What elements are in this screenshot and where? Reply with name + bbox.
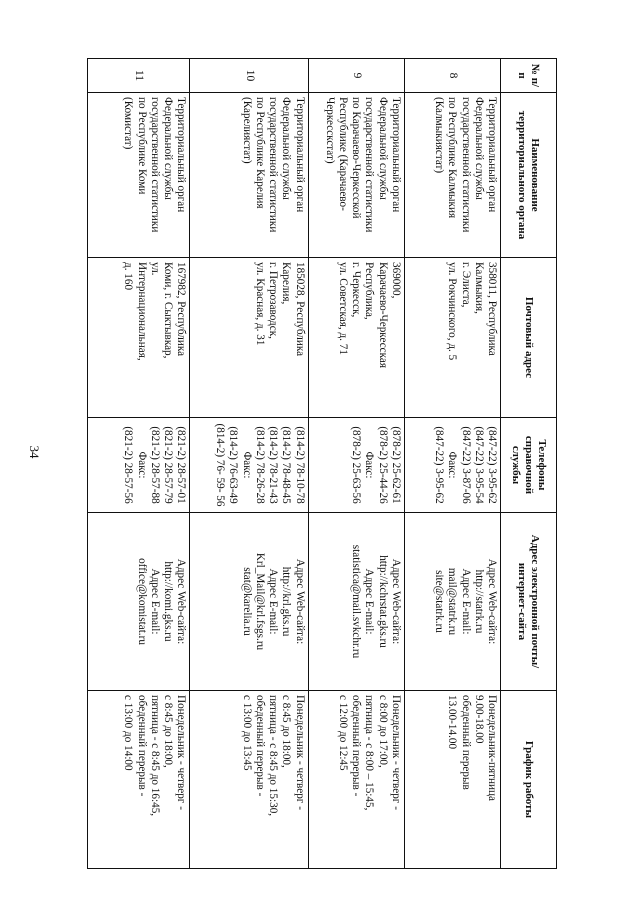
cell-address-line: д. 160: [122, 262, 135, 291]
cell-phones-line: (821-2) 28-57-56: [122, 426, 135, 504]
cell-address-line: г. Петрозаводск,: [267, 262, 280, 339]
header-web: Адрес электронной почты/ интернет-сайта: [501, 513, 557, 691]
cell-phones: [404, 418, 500, 513]
cell-phones: [190, 418, 308, 513]
cell-address-line: Коми, г. Сыктывкар,: [162, 262, 175, 359]
cell-org-line: государственной статистики: [267, 97, 280, 233]
cell-schedule-line: Понедельник - четверг -: [175, 695, 188, 810]
cell-schedule-line: Понедельник - четверг -: [293, 695, 306, 810]
cell-address-line: г. Элиста,: [459, 262, 472, 308]
cell-phones: [88, 418, 190, 513]
cell-org-line: (Комистат): [122, 97, 135, 150]
cell-schedule-line: обеденный перерыв: [459, 695, 472, 790]
cell-address-line: 369000,: [389, 262, 402, 299]
cell-web-line: office@komistat.ru: [135, 558, 148, 645]
cell-org-line: Черкесскстат): [323, 97, 336, 164]
cell-address-line: г. Черкесск,: [350, 262, 363, 318]
cell-phones-line: (814-2) 78-21-43: [267, 426, 280, 504]
cell-num: 9: [308, 59, 404, 93]
cell-phones-line: (821-2) 28-57-79: [162, 426, 175, 504]
cell-phones-line: (878-2) 25-63-56: [350, 426, 363, 504]
cell-schedule-line: 13.00-14.00: [446, 695, 459, 750]
cell-web-line: Адрес Web-сайта:: [389, 558, 402, 645]
cell-schedule-line: пятница - с 8:45 до 15:30,: [267, 695, 280, 817]
cell-web-line: Адрес Web-сайта:: [293, 558, 306, 645]
cell-web: [404, 513, 500, 691]
cell-address: [308, 258, 404, 418]
cell-phones-line: (814-2) 78-48-45: [280, 426, 293, 504]
cell-schedule-line: Понедельник-пятница: [486, 695, 498, 801]
cell-address-line: Интернациональная,: [135, 262, 148, 361]
cell-schedule-line: 9.00-18.00: [472, 695, 485, 744]
cell-address-line: ул. Красная, д. 31: [253, 262, 266, 346]
cell-org-line: (Калмыкиястат): [433, 97, 446, 174]
cell-phones-line: (878-2) 25-62-61: [389, 426, 402, 504]
cell-web-line: http://komi.gks.ru: [162, 561, 175, 642]
cell-schedule-line: с 8:00 до 17:00,: [376, 695, 389, 768]
cell-web-line: site@statrk.ru: [433, 570, 446, 633]
cell-schedule-line: обеденный перерыв -: [135, 695, 148, 797]
cell-web-line: Адрес E-mail:: [459, 568, 472, 635]
cell-schedule-line: обеденный перерыв -: [253, 695, 266, 797]
cell-web-line: Адрес Web-сайта:: [486, 558, 498, 645]
cell-address-line: ул. Советская, д. 71: [336, 262, 349, 355]
cell-org-line: Федеральной службы: [376, 97, 389, 200]
cell-org-line: Территориальный орган: [175, 97, 188, 213]
cell-num: 11: [88, 59, 190, 93]
cell-org-line: Территориальный орган: [293, 97, 306, 213]
cell-address-line: 167982, Республика: [175, 262, 188, 357]
cell-web-line: Krl_Mail@krl.fsgs.ru: [253, 552, 266, 651]
cell-phones-line: (814-2) 78-26-28: [253, 426, 266, 504]
cell-org-line: по Карачаево-Черкесской: [350, 97, 363, 219]
cell-schedule-line: с 8:45 до 18:00,: [162, 695, 175, 768]
cell-address-line: Карачаево-Черкесская: [376, 262, 389, 369]
cell-schedule-line: с 12:00 до 12:45: [336, 695, 349, 771]
cell-schedule: [308, 691, 404, 869]
header-row: [501, 59, 557, 869]
cell-web-line: http://statrk.ru: [472, 569, 485, 634]
cell-org: [404, 93, 500, 258]
page-number: 34: [27, 445, 42, 459]
cell-org-line: Федеральной службы: [280, 97, 293, 200]
cell-address: [404, 258, 500, 418]
cell-phones-line: (878-2) 25-44-26: [376, 426, 389, 504]
table-row: [190, 59, 308, 869]
header-address: Почтовый адрес: [501, 258, 557, 418]
cell-org: [190, 93, 308, 258]
cell-web-line: mail@statrk.ru: [446, 567, 459, 636]
cell-phones-line: Факс:: [446, 451, 459, 479]
cell-web-line: Адрес Web-сайта:: [175, 558, 188, 645]
header-phones: Телефоны справочной службы: [501, 418, 557, 513]
cell-org-line: (Карелиястат): [240, 97, 253, 164]
cell-address-line: Республика,: [363, 262, 376, 320]
cell-org-line: Территориальный орган: [486, 97, 498, 213]
cell-org-line: по Республике Коми: [135, 97, 148, 195]
cell-phones-line: (821-2) 28-57-88: [148, 426, 161, 504]
cell-schedule-line: с 13:00 до 14:00: [122, 695, 135, 771]
cell-org-line: Территориальный орган: [389, 97, 402, 213]
cell-web-line: Адрес E-mail:: [363, 568, 376, 635]
cell-org-line: Федеральной службы: [162, 97, 175, 200]
cell-web-line: statistica@mail.svkchr.ru: [350, 544, 363, 659]
cell-schedule-line: с 8:45 до 18:00,: [280, 695, 293, 768]
cell-address-line: Карелия,: [280, 262, 293, 305]
cell-num: 8: [404, 59, 500, 93]
cell-schedule-line: пятница - с 8:45 до 16:45,: [148, 695, 161, 817]
cell-org-line: Федеральной службы: [472, 97, 485, 200]
cell-schedule-line: пятница - с 8:00 – 15:45,: [363, 695, 376, 811]
cell-schedule: [190, 691, 308, 869]
cell-org-line: по Республике Карелия: [253, 97, 266, 209]
cell-schedule-line: обеденный перерыв -: [350, 695, 363, 797]
cell-phones-line: (814-2) 78-10-78: [293, 426, 306, 504]
cell-schedule: [88, 691, 190, 869]
cell-org-line: по Республике Калмыкия: [446, 97, 459, 219]
cell-org-line: Республике (Карачаево-: [336, 97, 349, 211]
rotated-table-wrapper: [87, 58, 557, 868]
cell-web: [308, 513, 404, 691]
table-row: [308, 59, 404, 869]
cell-web-line: Адрес E-mail:: [148, 568, 161, 635]
cell-phones-line: (847-22) 3-95-54: [472, 426, 485, 504]
header-schedule: График работы: [501, 691, 557, 869]
cell-address-line: 185028, Республика: [293, 262, 306, 357]
cell-web-line: Адрес E-mail:: [267, 568, 280, 635]
cell-phones: [308, 418, 404, 513]
cell-schedule: [404, 691, 500, 869]
cell-schedule-line: Понедельник - четверг -: [389, 695, 402, 810]
cell-address-line: ул.: [148, 262, 161, 276]
cell-schedule-line: с 13:00 до 13:45: [240, 695, 253, 771]
cell-web-line: http://kchrstat.gks.ru: [376, 555, 389, 648]
cell-org-line: государственной статистики: [459, 97, 472, 233]
cell-org: [308, 93, 404, 258]
cell-web: [190, 513, 308, 691]
cell-web: [88, 513, 190, 691]
cell-phones-line: (847-22) 3-95-62: [486, 426, 498, 504]
cell-phones-line: Факс:: [135, 451, 148, 479]
cell-address: [88, 258, 190, 418]
cell-org: [88, 93, 190, 258]
cell-org-line: государственной статистики: [148, 97, 161, 233]
cell-phones-line: Факс:: [240, 451, 253, 479]
header-num: № п/п: [501, 59, 557, 93]
header-org: Наименование территориального органа: [501, 93, 557, 258]
cell-phones-line: (847-22) 3-87-06: [459, 426, 472, 504]
cell-address-line: 358011, Республика: [486, 262, 498, 356]
cell-org-line: государственной статистики: [363, 97, 376, 233]
cell-web-line: http://krl.gks.ru: [280, 566, 293, 637]
cell-address-line: ул. Рокчинского, д. 5: [446, 262, 459, 361]
table-row: [404, 59, 500, 869]
cell-phones-line: (821-2) 28-57-01: [175, 426, 188, 504]
cell-address: [190, 258, 308, 418]
cell-address-line: Калмыкия,: [472, 262, 485, 314]
table-row: [88, 59, 190, 869]
cell-phones-line: (814-2) 76- 59- 56: [214, 423, 227, 507]
cell-phones-line: (814-2) 76-63-49: [227, 426, 240, 504]
statistics-offices-table: [87, 58, 557, 869]
cell-phones-line: Факс:: [363, 451, 376, 479]
cell-phones-line: (847-22) 3-95-62: [433, 426, 446, 504]
cell-web-line: stat@karelia.ru: [240, 567, 253, 636]
cell-num: 10: [190, 59, 308, 93]
